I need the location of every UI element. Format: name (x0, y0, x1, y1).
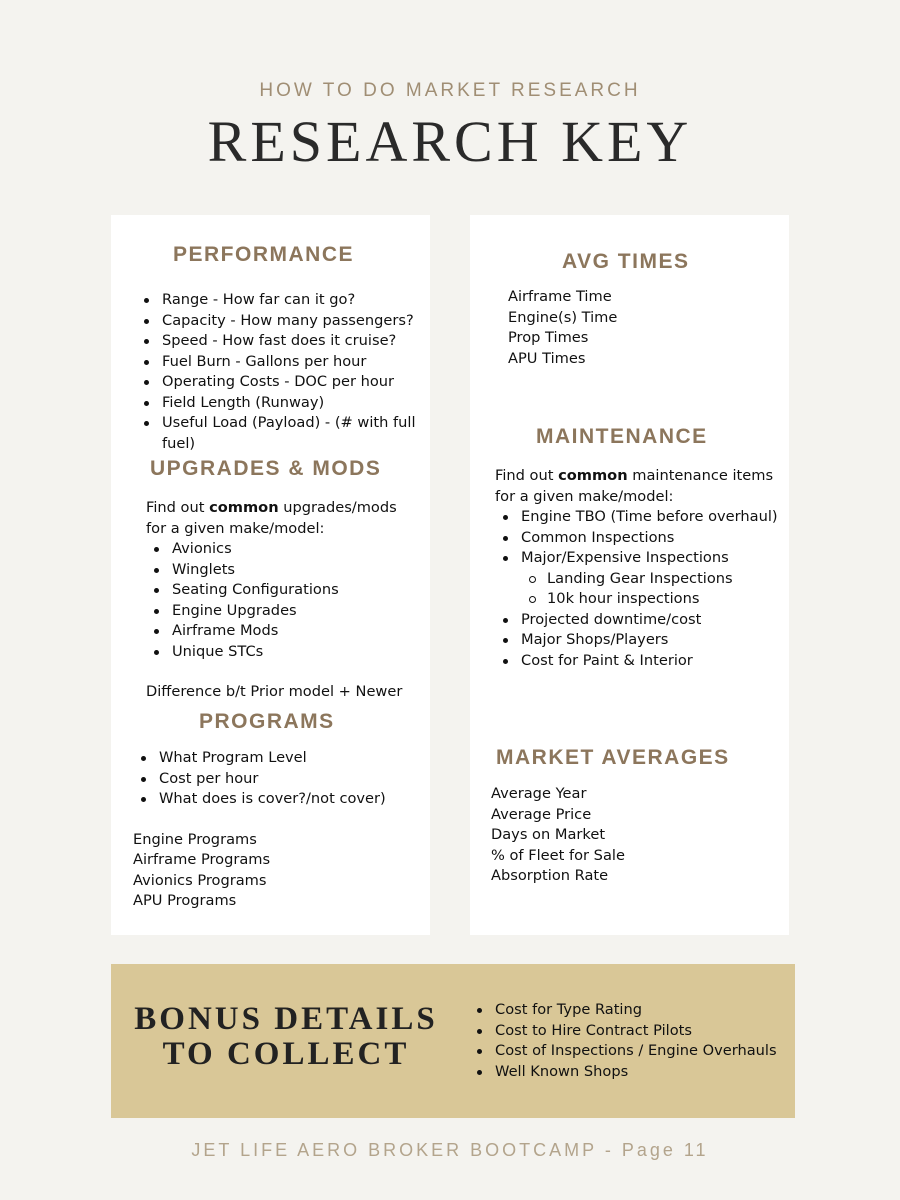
list-item: Field Length (Runway) (136, 393, 416, 414)
list-item: Cost for Type Rating (469, 1000, 789, 1021)
list-item: APU Times (508, 349, 586, 367)
list-item: Engine(s) Time (508, 308, 618, 326)
list-item: Capacity - How many passengers? (136, 311, 416, 332)
list-item: Useful Load (Payload) - (# with full fuel) (136, 413, 416, 454)
list-item: Speed - How fast does it cruise? (136, 331, 416, 352)
list-item: Avionics (146, 539, 421, 560)
programs-heading: PROGRAMS (199, 710, 335, 733)
list-item: Average Year (491, 785, 587, 802)
page-kicker: HOW TO DO MARKET RESEARCH (259, 80, 641, 101)
list-item: Projected downtime/cost (495, 610, 785, 631)
list-item: Operating Costs - DOC per hour (136, 372, 416, 393)
bonus-list (469, 1000, 789, 1082)
bonus-title: BONUS DETAILS TO COLLECT (134, 1001, 438, 1072)
bonus-panel (111, 964, 795, 1118)
list-item: Engine Upgrades (146, 601, 421, 622)
list-item: Winglets (146, 560, 421, 581)
list-item: Absorption Rate (491, 867, 609, 884)
list-item: What does is cover?/not cover) (133, 789, 418, 810)
list-item: Average Price (491, 805, 592, 823)
list-item: Major Shops/Players (495, 630, 785, 651)
list-item: APU Programs (133, 892, 237, 909)
upgrades-section (146, 498, 421, 703)
upgrades-heading: UPGRADES & MODS (150, 457, 382, 480)
list-item: Range - How far can it go? (136, 290, 416, 311)
upgrades-note: Difference b/t Prior model + Newer (146, 683, 403, 700)
list-item: Prop Times (508, 329, 589, 346)
list-item: % of Fleet for Sale (491, 846, 625, 864)
page-title: RESEARCH KEY (207, 109, 693, 174)
list-item: Airframe Mods (146, 621, 421, 642)
left-card (111, 215, 430, 935)
sub-list-item: Landing Gear Inspections (495, 569, 785, 590)
list-item: Engine TBO (Time before overhaul) (495, 507, 785, 528)
list-item: Avionics Programs (133, 871, 267, 889)
list-item: Airframe Programs (133, 851, 271, 868)
market-averages-heading: MARKET AVERAGES (496, 746, 730, 769)
list-item: Major/Expensive Inspections (495, 548, 785, 569)
performance-list (136, 290, 416, 454)
list-item: Fuel Burn - Gallons per hour (136, 352, 416, 373)
performance-heading: PERFORMANCE (173, 243, 355, 266)
list-item: Seating Configurations (146, 580, 421, 601)
list-item: Cost of Inspections / Engine Overhauls (469, 1041, 789, 1062)
sub-list-item: 10k hour inspections (495, 589, 785, 610)
upgrades-intro: Find out common upgrades/mods for a given make/model: (146, 499, 397, 537)
list-item: Engine Programs (133, 830, 257, 848)
list-item: What Program Level (133, 748, 418, 769)
list-item: Cost per hour (133, 769, 418, 790)
right-card (470, 215, 789, 935)
list-item: Common Inspections (495, 528, 785, 549)
page-footer: JET LIFE AERO BROKER BOOTCAMP - Page 11 (191, 1140, 709, 1160)
maintenance-section (495, 466, 785, 671)
avg-times-heading: AVG TIMES (562, 250, 690, 273)
maintenance-heading: MAINTENANCE (536, 425, 708, 448)
list-item: Days on Market (491, 826, 606, 843)
programs-section (133, 748, 418, 912)
maintenance-intro: Find out common maintenance items for a given make/model: (495, 467, 774, 505)
market-averages-list (491, 784, 761, 887)
list-item: Unique STCs (146, 642, 421, 663)
list-item: Cost to Hire Contract Pilots (469, 1021, 789, 1042)
avg-times-list (508, 287, 768, 369)
list-item: Well Known Shops (469, 1062, 789, 1083)
list-item: Cost for Paint & Interior (495, 651, 785, 672)
list-item: Airframe Time (508, 288, 612, 305)
